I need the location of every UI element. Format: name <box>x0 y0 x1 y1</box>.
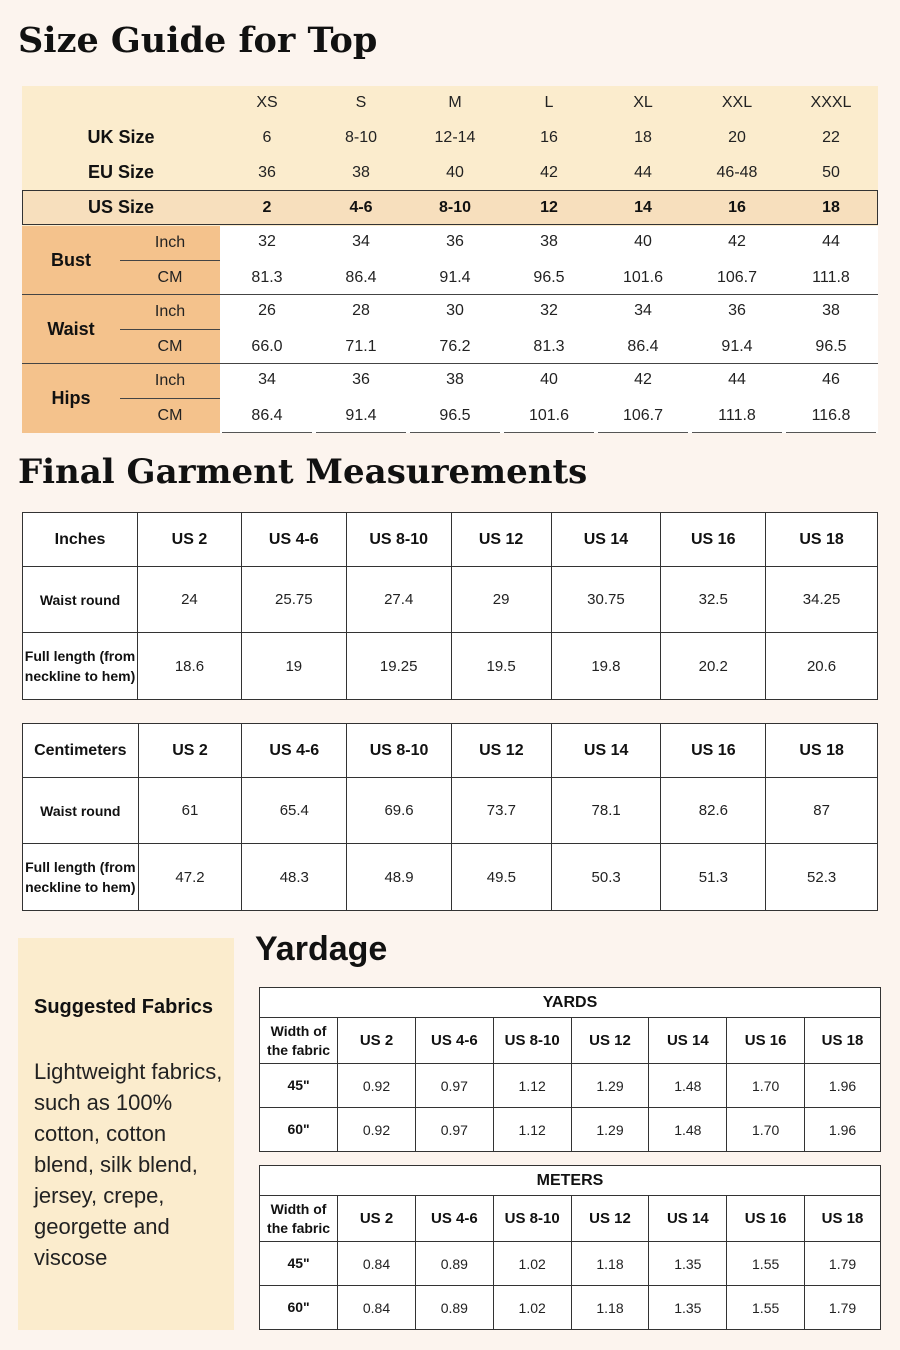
waist-inch-value: 30 <box>446 302 464 319</box>
table-cell: 1.12 <box>493 1108 571 1152</box>
table-header-row <box>260 1196 881 1242</box>
table-cell: 19 <box>241 633 346 700</box>
column-header: US 2 <box>338 1018 416 1064</box>
waist-cm-value: 66.0 <box>251 337 283 355</box>
table-cell: 1.02 <box>493 1242 571 1286</box>
value-underline <box>598 432 688 433</box>
column-header: US 4-6 <box>241 513 346 567</box>
eu-size-value: 44 <box>634 163 652 181</box>
column-header: US 2 <box>138 724 242 778</box>
hips-label: Hips <box>51 388 91 408</box>
value-underline <box>504 432 594 433</box>
hips-cm-value: 96.5 <box>439 406 471 424</box>
letter-size-header: XL <box>633 94 653 111</box>
table-cell: 1.96 <box>805 1064 881 1108</box>
eu-size-value: 42 <box>540 163 558 181</box>
bust-cm-value: 91.4 <box>439 268 471 286</box>
waist-inch-value: 34 <box>634 302 652 319</box>
bust-inch-value: 36 <box>446 233 464 250</box>
table-cell: 19.25 <box>346 633 451 700</box>
value-underline <box>410 432 500 433</box>
table-cell: 20.2 <box>661 633 766 700</box>
table-cell: 24 <box>138 567 242 633</box>
eu-size-label: EU Size <box>87 162 155 182</box>
table-cell: 1.55 <box>727 1242 805 1286</box>
row-label: 45" <box>260 1064 338 1108</box>
table-header-row <box>23 724 878 778</box>
inch-unit-label: Inch <box>154 302 186 320</box>
us-size-value: 16 <box>728 198 746 216</box>
table-cell: 87 <box>766 778 878 844</box>
uk-size-value: 6 <box>262 128 272 146</box>
column-header: Inches <box>23 513 138 567</box>
uk-size-value: 12-14 <box>434 128 476 146</box>
table-cell: 1.48 <box>649 1108 727 1152</box>
table-row <box>23 844 878 911</box>
suggested-fabrics-panel <box>18 938 234 1330</box>
table-cell: 0.92 <box>338 1108 416 1152</box>
bust-cm-value: 101.6 <box>622 268 664 286</box>
table-cell: 1.70 <box>727 1108 805 1152</box>
value-underline <box>786 432 876 433</box>
table-cell: 0.97 <box>415 1108 493 1152</box>
bust-inch-value: 32 <box>258 233 276 250</box>
table-cell: 1.12 <box>493 1064 571 1108</box>
waist-inch-value: 32 <box>540 302 558 319</box>
table-cell: 1.29 <box>571 1108 649 1152</box>
hips-cm-value: 116.8 <box>811 406 851 424</box>
uk-size-value: 18 <box>634 128 652 146</box>
table-cell: 1.35 <box>649 1286 727 1330</box>
column-header: US 14 <box>649 1018 727 1064</box>
table-cell: 0.84 <box>338 1242 416 1286</box>
bust-inch-value: 38 <box>540 233 558 250</box>
table-caption: METERS <box>260 1166 881 1196</box>
column-header: US 4-6 <box>415 1196 493 1242</box>
table-cell: 0.84 <box>338 1286 416 1330</box>
column-header: US 14 <box>551 724 661 778</box>
column-header: US 18 <box>805 1196 881 1242</box>
page-title: Size Guide for Top <box>18 20 378 61</box>
eu-size-value: 46-48 <box>716 163 758 181</box>
table-cell: 73.7 <box>451 778 551 844</box>
table-cell: 1.18 <box>571 1242 649 1286</box>
eu-size-value: 40 <box>446 163 464 181</box>
table-cell: 0.92 <box>338 1064 416 1108</box>
column-header: Width of the fabric <box>260 1196 338 1242</box>
letter-size-header: S <box>355 94 367 111</box>
letter-size-header: M <box>448 94 462 111</box>
row-label: 60" <box>260 1286 338 1330</box>
waist-cm-value: 76.2 <box>439 337 471 355</box>
uk-size-value: 8-10 <box>344 128 378 146</box>
table-row <box>23 778 878 844</box>
letter-size-header: XXL <box>721 94 753 111</box>
waist-cm-value: 71.1 <box>345 337 377 355</box>
us-size-value: 18 <box>822 198 840 216</box>
hips-cm-value: 111.8 <box>718 406 756 424</box>
table-cell: 78.1 <box>551 778 661 844</box>
waist-cm-value: 96.5 <box>815 337 847 355</box>
table-cell: 50.3 <box>551 844 661 911</box>
table-cell: 19.5 <box>451 633 551 700</box>
table-cell: 29 <box>451 567 551 633</box>
column-header: US 16 <box>727 1018 805 1064</box>
waist-cm-value: 81.3 <box>533 337 565 355</box>
table-caption-row <box>260 1166 881 1196</box>
table-cell: 47.2 <box>138 844 242 911</box>
block-divider <box>22 363 878 364</box>
waist-inch-value: 38 <box>822 302 840 319</box>
table-cell: 18.6 <box>138 633 242 700</box>
uk-size-value: 22 <box>822 128 840 146</box>
table-row <box>23 567 878 633</box>
uk-size-value: 20 <box>728 128 746 146</box>
table-cell: 1.96 <box>805 1108 881 1152</box>
table-cell: 27.4 <box>346 567 451 633</box>
bust-cm-value: 106.7 <box>716 268 758 286</box>
bust-cm-value: 111.8 <box>812 268 850 286</box>
table-cell: 30.75 <box>551 567 661 633</box>
table-cell: 51.3 <box>661 844 766 911</box>
table-caption-row <box>260 988 881 1018</box>
hips-inch-value: 36 <box>352 371 370 388</box>
column-header: US 12 <box>571 1018 649 1064</box>
table-cell: 25.75 <box>241 567 346 633</box>
column-header: US 8-10 <box>346 513 451 567</box>
column-header: US 14 <box>649 1196 727 1242</box>
table-caption: YARDS <box>260 988 881 1018</box>
row-label: Full length (from neckline to hem) <box>23 844 139 911</box>
column-header: US 14 <box>551 513 661 567</box>
meters-table <box>259 1165 881 1330</box>
hips-cm-value: 86.4 <box>251 406 283 424</box>
table-cell: 32.5 <box>661 567 766 633</box>
table-header-row <box>23 513 878 567</box>
table-cell: 1.35 <box>649 1242 727 1286</box>
table-cell: 1.79 <box>805 1286 881 1330</box>
bust-inch-value: 34 <box>352 233 370 250</box>
column-header: US 2 <box>338 1196 416 1242</box>
table-cell: 1.55 <box>727 1286 805 1330</box>
row-label: Full length (from neckline to hem) <box>23 633 138 700</box>
us-size-value: 12 <box>540 198 558 216</box>
table-cell: 0.89 <box>415 1242 493 1286</box>
table-row <box>260 1242 881 1286</box>
column-header: US 16 <box>727 1196 805 1242</box>
hips-inch-value: 46 <box>822 371 840 388</box>
bust-cm-value: 81.3 <box>251 268 283 286</box>
cm-unit-label: CM <box>157 268 183 286</box>
hips-inch-value: 40 <box>540 371 558 388</box>
bust-inch-value: 44 <box>822 233 840 250</box>
letter-size-header: XXXL <box>810 94 852 111</box>
column-header: US 18 <box>766 513 878 567</box>
eu-size-value: 38 <box>352 163 370 181</box>
table-row <box>260 1064 881 1108</box>
waist-inch-value: 28 <box>352 302 370 319</box>
column-header: US 12 <box>451 513 551 567</box>
hips-inch-value: 34 <box>258 371 276 388</box>
eu-size-value: 36 <box>258 163 276 181</box>
waist-inch-value: 36 <box>728 302 746 319</box>
eu-size-value: 50 <box>822 163 840 181</box>
us-size-value: 4-6 <box>349 198 373 216</box>
waist-label: Waist <box>47 319 95 339</box>
block-divider <box>22 294 878 295</box>
hips-cm-value: 101.6 <box>528 406 570 424</box>
row-label: Waist round <box>23 778 139 844</box>
hips-cm-value: 91.4 <box>345 406 377 424</box>
suggested-fabrics-title: Suggested Fabrics <box>34 996 213 1018</box>
table-cell: 19.8 <box>551 633 661 700</box>
column-header: US 8-10 <box>493 1018 571 1064</box>
table-cell: 34.25 <box>766 567 878 633</box>
row-label: Waist round <box>23 567 138 633</box>
inch-unit-label: Inch <box>154 233 186 251</box>
cm-unit-label: CM <box>157 337 183 355</box>
table-cell: 48.3 <box>242 844 347 911</box>
table-cell: 61 <box>138 778 242 844</box>
table-cell: 1.29 <box>571 1064 649 1108</box>
table-cell: 49.5 <box>451 844 551 911</box>
table-header-row <box>260 1018 881 1064</box>
us-size-value: 2 <box>262 198 272 216</box>
inch-unit-label: Inch <box>154 371 186 389</box>
us-size-label: US Size <box>87 197 155 217</box>
waist-cm-value: 86.4 <box>627 337 659 355</box>
uk-size-value: 16 <box>540 128 558 146</box>
hips-inch-value: 38 <box>446 371 464 388</box>
column-header: Centimeters <box>23 724 139 778</box>
column-header: US 4-6 <box>415 1018 493 1064</box>
column-header: US 16 <box>661 724 766 778</box>
table-cell: 0.89 <box>415 1286 493 1330</box>
table-cell: 1.79 <box>805 1242 881 1286</box>
size-guide-table <box>22 86 878 433</box>
yards-table <box>259 987 881 1152</box>
bust-cm-value: 96.5 <box>533 268 565 286</box>
table-cell: 0.97 <box>415 1064 493 1108</box>
value-underline <box>222 432 312 433</box>
table-cell: 1.70 <box>727 1064 805 1108</box>
column-header: US 8-10 <box>347 724 452 778</box>
uk-size-label: UK Size <box>87 127 155 147</box>
column-header: US 8-10 <box>493 1196 571 1242</box>
waist-cm-value: 91.4 <box>721 337 753 355</box>
column-header: US 16 <box>661 513 766 567</box>
waist-inch-value: 26 <box>258 302 276 319</box>
hips-cm-value: 106.7 <box>622 406 664 424</box>
final-measurements-title: Final Garment Measurements <box>18 452 588 492</box>
table-cell: 1.18 <box>571 1286 649 1330</box>
table-row <box>23 633 878 700</box>
hips-inch-value: 44 <box>728 371 746 388</box>
table-cell: 52.3 <box>766 844 878 911</box>
table-cell: 65.4 <box>242 778 347 844</box>
inches-table <box>22 512 878 700</box>
bust-label: Bust <box>51 250 91 270</box>
column-header: US 2 <box>138 513 242 567</box>
letter-size-header: XS <box>256 94 278 111</box>
suggested-fabrics-text: Lightweight fabrics, such as 100% cotton, cotton blend, silk blend, jersey, crepe, georgette and viscose <box>34 1059 223 1270</box>
table-cell: 82.6 <box>661 778 766 844</box>
column-header: US 18 <box>805 1018 881 1064</box>
yardage-title: Yardage <box>255 930 388 968</box>
table-row <box>260 1108 881 1152</box>
column-header: US 4-6 <box>242 724 347 778</box>
value-underline <box>692 432 782 433</box>
row-label: 60" <box>260 1108 338 1152</box>
table-cell: 20.6 <box>766 633 878 700</box>
table-cell: 69.6 <box>347 778 452 844</box>
row-label: 45" <box>260 1242 338 1286</box>
bust-cm-value: 86.4 <box>345 268 377 286</box>
hips-inch-value: 42 <box>634 371 652 388</box>
cm-unit-label: CM <box>157 406 183 424</box>
value-underline <box>316 432 406 433</box>
column-header: US 12 <box>451 724 551 778</box>
table-cell: 1.48 <box>649 1064 727 1108</box>
bust-inch-value: 40 <box>634 233 652 250</box>
table-cell: 1.02 <box>493 1286 571 1330</box>
table-cell: 48.9 <box>347 844 452 911</box>
letter-size-header: L <box>544 94 554 111</box>
table-row <box>260 1286 881 1330</box>
column-header: US 18 <box>766 724 878 778</box>
us-size-value: 14 <box>634 198 652 216</box>
column-header: Width of the fabric <box>260 1018 338 1064</box>
bust-inch-value: 42 <box>728 233 746 250</box>
centimeters-table <box>22 723 878 911</box>
us-size-value: 8-10 <box>438 198 472 216</box>
column-header: US 12 <box>571 1196 649 1242</box>
